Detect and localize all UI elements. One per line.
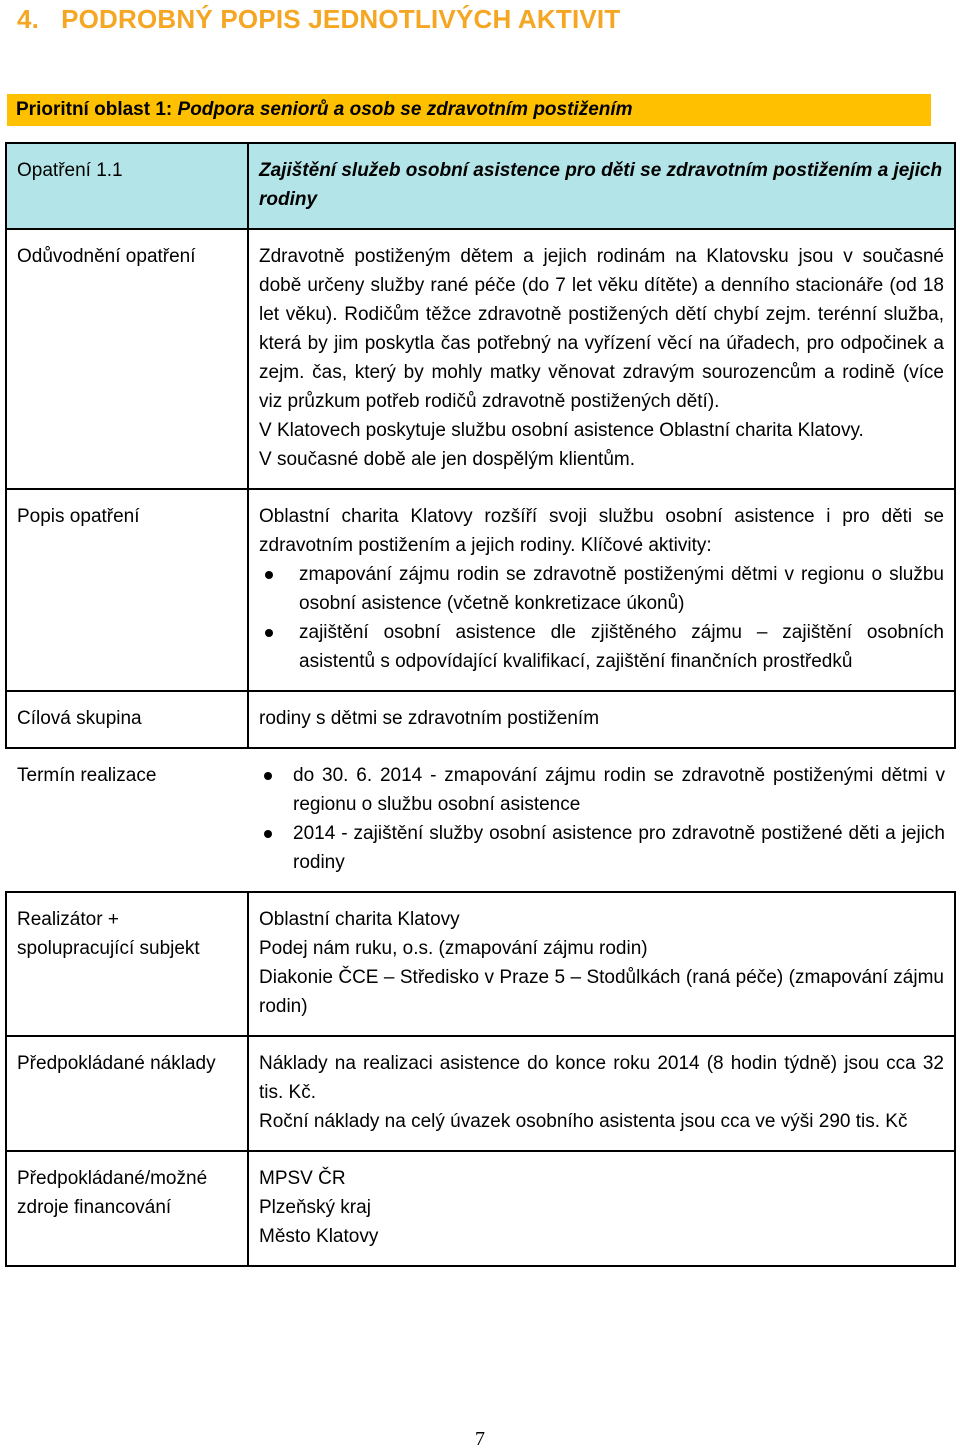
measure-row (6, 143, 955, 229)
justification-row (6, 229, 955, 489)
costs-label: Předpokládané náklady (6, 1036, 248, 1151)
implementer-line: Oblastní charita Klatovy (259, 909, 460, 930)
description-label: Popis opatření (6, 489, 248, 691)
description-row (6, 489, 955, 691)
funding-row (6, 1151, 955, 1266)
list-item: zmapování zájmu rodin se zdravotně postiženými dětmi v regionu o službu osobní asistence (včetně konkretizace úkonů) (299, 560, 944, 618)
activity-table (5, 142, 956, 1267)
costs-line: Roční náklady na celý úvazek osobního asistenta jsou cca ve výši 290 tis. Kč (259, 1111, 908, 1132)
section-number: 4. (17, 4, 40, 34)
target-label: Cílová skupina (6, 691, 248, 748)
section-title: PODROBNÝ POPIS JEDNOTLIVÝCH AKTIVIT (61, 4, 621, 34)
description-cell (248, 489, 955, 691)
funding-label: Předpokládané/možné zdroje financování (6, 1151, 248, 1266)
target-value: rodiny s dětmi se zdravotním postižením (248, 691, 955, 748)
list-item: zajištění osobní asistence dle zjištěného zájmu – zajištění osobních asistentů s odpovídající kvalifikací, zajištění finančních prostředků (299, 618, 944, 676)
funding-cell (248, 1151, 955, 1266)
priority-name: Podpora seniorů a osob se zdravotním postižením (177, 99, 633, 120)
implementer-line: Diakonie ČCE – Středisko v Praze 5 – Stodůlkách (raná péče) (zmapování zájmu rodin) (259, 967, 944, 1017)
measure-title: Zajištění služeb osobní asistence pro děti se zdravotním postižením a jejich rodiny (248, 143, 955, 229)
implementer-cell (248, 892, 955, 1036)
costs-cell (248, 1036, 955, 1151)
priority-prefix: Prioritní oblast 1: (16, 99, 178, 120)
measure-label: Opatření 1.1 (6, 143, 248, 229)
justification-line: V Klatovech poskytuje službu osobní asistence Oblastní charita Klatovy. (259, 420, 864, 441)
timeline-list (258, 761, 945, 877)
implementer-row (6, 892, 955, 1036)
section-heading (17, 4, 620, 35)
list-item: 2014 - zajištění služby osobní asistence pro zdravotně postižené děti a jejich rodiny (293, 819, 945, 877)
costs-line: Náklady na realizaci asistence do konce roku 2014 (8 hodin týdně) jsou cca 32 tis. Kč. (259, 1053, 944, 1103)
description-intro: Oblastní charita Klatovy rozšíří svoji službu osobní asistence i pro děti se zdravotním postižením a jejich rodiny. Klíčové aktivity: (259, 506, 944, 556)
justification-text: Zdravotně postiženým dětem a jejich rodinám na Klatovsku jsou v současné době určeny služby rané péče (do 7 let věku dítěte) a denního stacionáře (od 18 let věku). Rodičům těžce zdravotně postižených dětí chybí zejm. terénní služba, která by jim poskytla čas potřebný na vyřízení věcí na úřadech, pro odpočinek a zejm. čas, který by mohly matky věnovat zdravým sourozencům a rodině (více viz průzkum potřeb rodičů zdravotně postižených dětí). (259, 246, 944, 412)
funding-source: Plzeňský kraj (259, 1197, 371, 1218)
page-number: 7 (475, 1428, 485, 1450)
implementer-label: Realizátor + spolupracující subjekt (6, 892, 248, 1036)
timeline-row (6, 748, 955, 892)
list-item: do 30. 6. 2014 - zmapování zájmu rodin se zdravotně postiženými dětmi v regionu o službu osobní asistence (293, 761, 945, 819)
timeline-cell (248, 748, 955, 892)
timeline-label: Termín realizace (6, 748, 248, 892)
target-row (6, 691, 955, 748)
justification-cell (248, 229, 955, 489)
funding-source: MPSV ČR (259, 1168, 346, 1189)
priority-area-bar (7, 94, 931, 126)
justification-label: Odůvodnění opatření (6, 229, 248, 489)
justification-line: V současné době ale jen dospělým klientům. (259, 449, 636, 470)
costs-row (6, 1036, 955, 1151)
implementer-line: Podej nám ruku, o.s. (zmapování zájmu rodin) (259, 938, 648, 959)
key-activities-list (259, 560, 944, 676)
funding-source: Město Klatovy (259, 1226, 379, 1247)
